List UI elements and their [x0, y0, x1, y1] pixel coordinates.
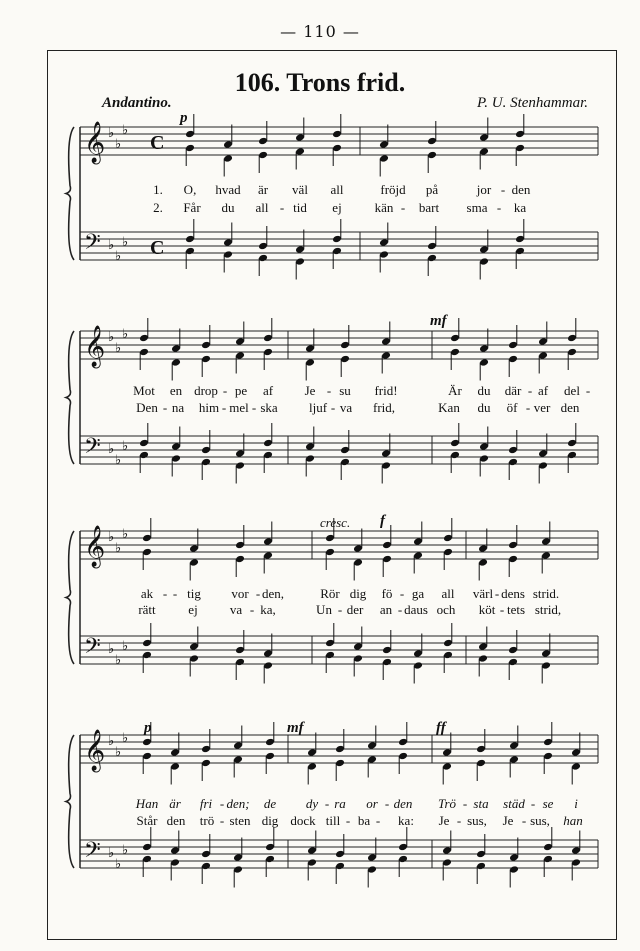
lyric-syllable: fri — [199, 796, 213, 811]
lyric-syllable: Står — [136, 813, 158, 828]
notation-mark: C — [150, 132, 165, 154]
lyric-syllable: till — [325, 813, 341, 828]
notation-mark: 𝄢 — [84, 838, 101, 868]
music-system-2 — [0, 313, 640, 486]
dynamic-mark: cresc. — [320, 515, 351, 530]
lyric-syllable: sten — [229, 813, 251, 828]
notation-mark: ♭ — [122, 639, 129, 654]
notation-mark: 𝄞 — [84, 122, 106, 163]
lyric-syllable: Är — [448, 383, 462, 398]
lyric-syllable: ka — [513, 200, 527, 215]
music-system-1 — [0, 112, 640, 282]
lyric-syllable: - — [462, 796, 468, 811]
lyric-syllable: - — [337, 602, 343, 617]
lyric-syllable: - — [162, 400, 168, 415]
lyric-syllable: su — [339, 383, 351, 398]
lyric-syllable: - — [162, 586, 168, 601]
lyric-syllable: - — [172, 586, 178, 601]
lyric-syllable: frid, — [372, 400, 396, 415]
lyric-syllable: - — [375, 813, 381, 828]
lyric-syllable: du — [477, 400, 491, 415]
lyric-verse-2 — [0, 602, 640, 618]
lyric-syllable: köt — [478, 602, 496, 617]
lyric-syllable: öf — [506, 400, 518, 415]
lyric-syllable: den, — [261, 586, 285, 601]
notation-mark: ♭ — [122, 327, 129, 342]
lyric-syllable: han — [563, 813, 583, 828]
notation-mark: 𝄞 — [84, 526, 106, 567]
lyric-syllable: ba — [357, 813, 371, 828]
lyric-syllable: - — [397, 602, 403, 617]
lyric-syllable: Je — [502, 813, 514, 828]
lyric-syllable: af — [262, 383, 274, 398]
lyric-syllable: sta — [473, 796, 489, 811]
lyric-verse-2 — [0, 200, 640, 216]
lyric-syllable: all — [330, 182, 344, 197]
composer-name: P. U. Stenhammar. — [477, 95, 588, 111]
lyric-syllable: ljuf — [308, 400, 328, 415]
lyric-syllable: - — [221, 400, 227, 415]
lyric-syllable: trö — [199, 813, 215, 828]
notation-mark: ♭ — [122, 235, 129, 250]
lyric-syllable: - — [279, 200, 285, 215]
notation-mark: ♭ — [122, 731, 129, 746]
lyric-syllable: - — [330, 400, 336, 415]
dynamic-mark: mf — [430, 313, 447, 329]
lyric-syllable: - — [456, 813, 462, 828]
lyric-syllable: all — [441, 586, 455, 601]
lyric-syllable: - — [527, 383, 533, 398]
notation-mark: 𝄢 — [84, 230, 101, 260]
notation-mark: 𝄞 — [84, 326, 106, 367]
notation-mark: ♭ — [108, 126, 115, 141]
lyric-syllable: - — [384, 796, 390, 811]
lyric-syllable: Mot — [133, 383, 155, 398]
notation-mark: ♭ — [115, 341, 122, 356]
lyric-syllable: or — [366, 796, 378, 811]
lyric-syllable: är — [257, 182, 269, 197]
dynamic-mark: p — [180, 110, 188, 126]
lyric-syllable: - — [255, 586, 261, 601]
lyric-syllable: - — [326, 383, 332, 398]
lyric-syllable: se — [542, 796, 554, 811]
lyric-syllable: ej — [332, 200, 342, 215]
dynamic-mark: p — [144, 720, 152, 736]
lyric-syllable: den — [393, 796, 413, 811]
lyric-syllable: vor — [231, 586, 249, 601]
lyric-syllable: - — [251, 400, 257, 415]
notation-mark: ♭ — [122, 527, 129, 542]
lyric-verse-1 — [0, 586, 640, 602]
lyric-syllable: - — [399, 586, 405, 601]
lyric-syllable: i — [574, 796, 578, 811]
lyric-syllable: och — [436, 602, 456, 617]
lyric-syllable: 1. — [153, 182, 163, 197]
music-system-3 — [0, 513, 640, 686]
notation-mark: 𝄞 — [84, 730, 106, 771]
lyric-syllable: dock — [290, 813, 316, 828]
lyric-syllable: ka, — [260, 602, 276, 617]
notation-mark: 𝄢 — [84, 634, 101, 664]
lyric-syllable: O, — [183, 182, 197, 197]
lyric-syllable: de — [263, 796, 277, 811]
lyric-syllable: va — [229, 602, 243, 617]
tempo-marking: Andantino. — [102, 95, 172, 111]
lyric-syllable: tid — [293, 200, 307, 215]
lyric-syllable: fröjd — [380, 182, 406, 197]
notation-mark: ♭ — [108, 642, 115, 657]
lyric-syllable: - — [585, 383, 591, 398]
lyric-syllable: va — [339, 400, 353, 415]
lyric-syllable: ska — [260, 400, 278, 415]
lyric-syllable: del — [564, 383, 580, 398]
notation-mark: ♭ — [108, 238, 115, 253]
lyric-syllable: pe — [234, 383, 248, 398]
lyric-syllable: - — [345, 813, 351, 828]
lyric-syllable: ka: — [398, 813, 414, 828]
lyric-syllable: rätt — [138, 602, 156, 617]
lyric-syllable: - — [494, 586, 500, 601]
dynamic-mark: mf — [287, 720, 304, 736]
lyric-syllable: jor — [476, 182, 492, 197]
notation-mark: ♭ — [108, 442, 115, 457]
lyric-syllable: strid. — [532, 586, 560, 601]
lyric-syllable: bart — [418, 200, 440, 215]
lyric-verse-1 — [0, 796, 640, 812]
lyric-syllable: - — [219, 796, 225, 811]
lyric-syllable: en — [169, 383, 183, 398]
lyric-syllable: an — [379, 602, 393, 617]
notation-mark: ♭ — [108, 846, 115, 861]
notation-mark: ♭ — [115, 857, 122, 872]
lyric-syllable: - — [324, 796, 330, 811]
lyric-verse-2 — [0, 813, 640, 829]
notation-mark: ♭ — [108, 530, 115, 545]
lyric-syllable: na — [171, 400, 185, 415]
notation-mark: ♭ — [122, 439, 129, 454]
notation-mark: ♭ — [115, 137, 122, 152]
lyric-syllable: den — [511, 182, 531, 197]
notation-mark: ♭ — [115, 249, 122, 264]
lyric-syllable: kän — [374, 200, 394, 215]
lyric-syllable: dy — [305, 796, 319, 811]
lyric-syllable: ak — [140, 586, 154, 601]
lyric-syllable: frid! — [374, 383, 398, 398]
lyric-syllable: du — [477, 383, 491, 398]
notation-mark: ♭ — [115, 541, 122, 556]
notation-mark: ♭ — [122, 843, 129, 858]
lyric-syllable: ej — [188, 602, 198, 617]
lyric-syllable: dig — [261, 813, 279, 828]
lyric-syllable: Rör — [320, 586, 340, 601]
lyric-syllable: ra — [334, 796, 346, 811]
lyric-syllable: där — [504, 383, 522, 398]
dynamic-mark: ff — [436, 720, 446, 736]
hymn-title: 106. Trons frid. — [234, 68, 406, 97]
page-number: — 110 — — [280, 22, 360, 41]
lyric-syllable: - — [249, 602, 255, 617]
lyric-verse-1 — [0, 182, 640, 198]
lyric-syllable: Den — [136, 400, 158, 415]
lyric-syllable: mel — [229, 400, 249, 415]
lyric-syllable: 2. — [153, 200, 163, 215]
lyric-syllable: Han — [135, 796, 159, 811]
lyric-syllable: Je — [438, 813, 450, 828]
lyric-syllable: Får — [183, 200, 201, 215]
notation-mark: ♭ — [115, 653, 122, 668]
lyric-syllable: - — [400, 200, 406, 215]
lyric-syllable: - — [500, 182, 506, 197]
lyric-syllable: strid, — [534, 602, 562, 617]
lyric-syllable: ga — [411, 586, 425, 601]
lyric-syllable: - — [530, 796, 536, 811]
lyric-syllable: Je — [304, 383, 316, 398]
lyric-syllable: - — [521, 813, 527, 828]
lyric-syllable: värl — [472, 586, 494, 601]
lyric-syllable: fö — [381, 586, 393, 601]
music-system-4 — [0, 720, 640, 890]
lyric-syllable: ver — [533, 400, 551, 415]
notation-mark: ♭ — [115, 745, 122, 760]
lyric-syllable: - — [219, 813, 225, 828]
dynamic-mark: f — [380, 513, 385, 529]
lyric-syllable: af — [537, 383, 549, 398]
lyric-syllable: - — [496, 200, 502, 215]
lyric-syllable: der — [346, 602, 364, 617]
lyric-syllable: dens — [501, 586, 525, 601]
lyric-syllable: är — [169, 796, 181, 811]
notation-mark: ♭ — [115, 453, 122, 468]
lyric-syllable: - — [499, 602, 505, 617]
lyric-syllable: den — [166, 813, 186, 828]
lyric-syllable: dig — [349, 586, 367, 601]
lyric-syllable: tets — [506, 602, 526, 617]
lyric-syllable: städ — [503, 796, 525, 811]
lyric-syllable: drop — [194, 383, 218, 398]
lyric-syllable: Un — [316, 602, 332, 617]
lyric-syllable: sus, — [530, 813, 550, 828]
lyric-syllable: väl — [292, 182, 308, 197]
lyric-syllable: på — [425, 182, 439, 197]
notation-mark: ♭ — [122, 123, 129, 138]
notation-mark: ♭ — [108, 330, 115, 345]
lyric-syllable: him — [198, 400, 220, 415]
lyric-verse-2 — [0, 400, 640, 416]
lyric-verse-1 — [0, 383, 640, 399]
lyric-syllable: all — [255, 200, 269, 215]
notation-mark: 𝄢 — [84, 434, 101, 464]
notation-mark: C — [150, 237, 165, 259]
lyric-syllable: hvad — [215, 182, 241, 197]
lyric-syllable: tig — [187, 586, 201, 601]
lyric-syllable: - — [222, 383, 228, 398]
lyric-syllable: den — [560, 400, 580, 415]
lyric-syllable: - — [525, 400, 531, 415]
lyric-syllable: den; — [226, 796, 250, 811]
lyric-syllable: sus, — [467, 813, 487, 828]
notation-mark: ♭ — [108, 734, 115, 749]
lyric-syllable: du — [221, 200, 235, 215]
lyric-syllable: Trö — [437, 796, 457, 811]
lyric-syllable: Kan — [438, 400, 460, 415]
lyric-syllable: sma — [466, 200, 488, 215]
lyric-syllable: daus — [404, 602, 428, 617]
